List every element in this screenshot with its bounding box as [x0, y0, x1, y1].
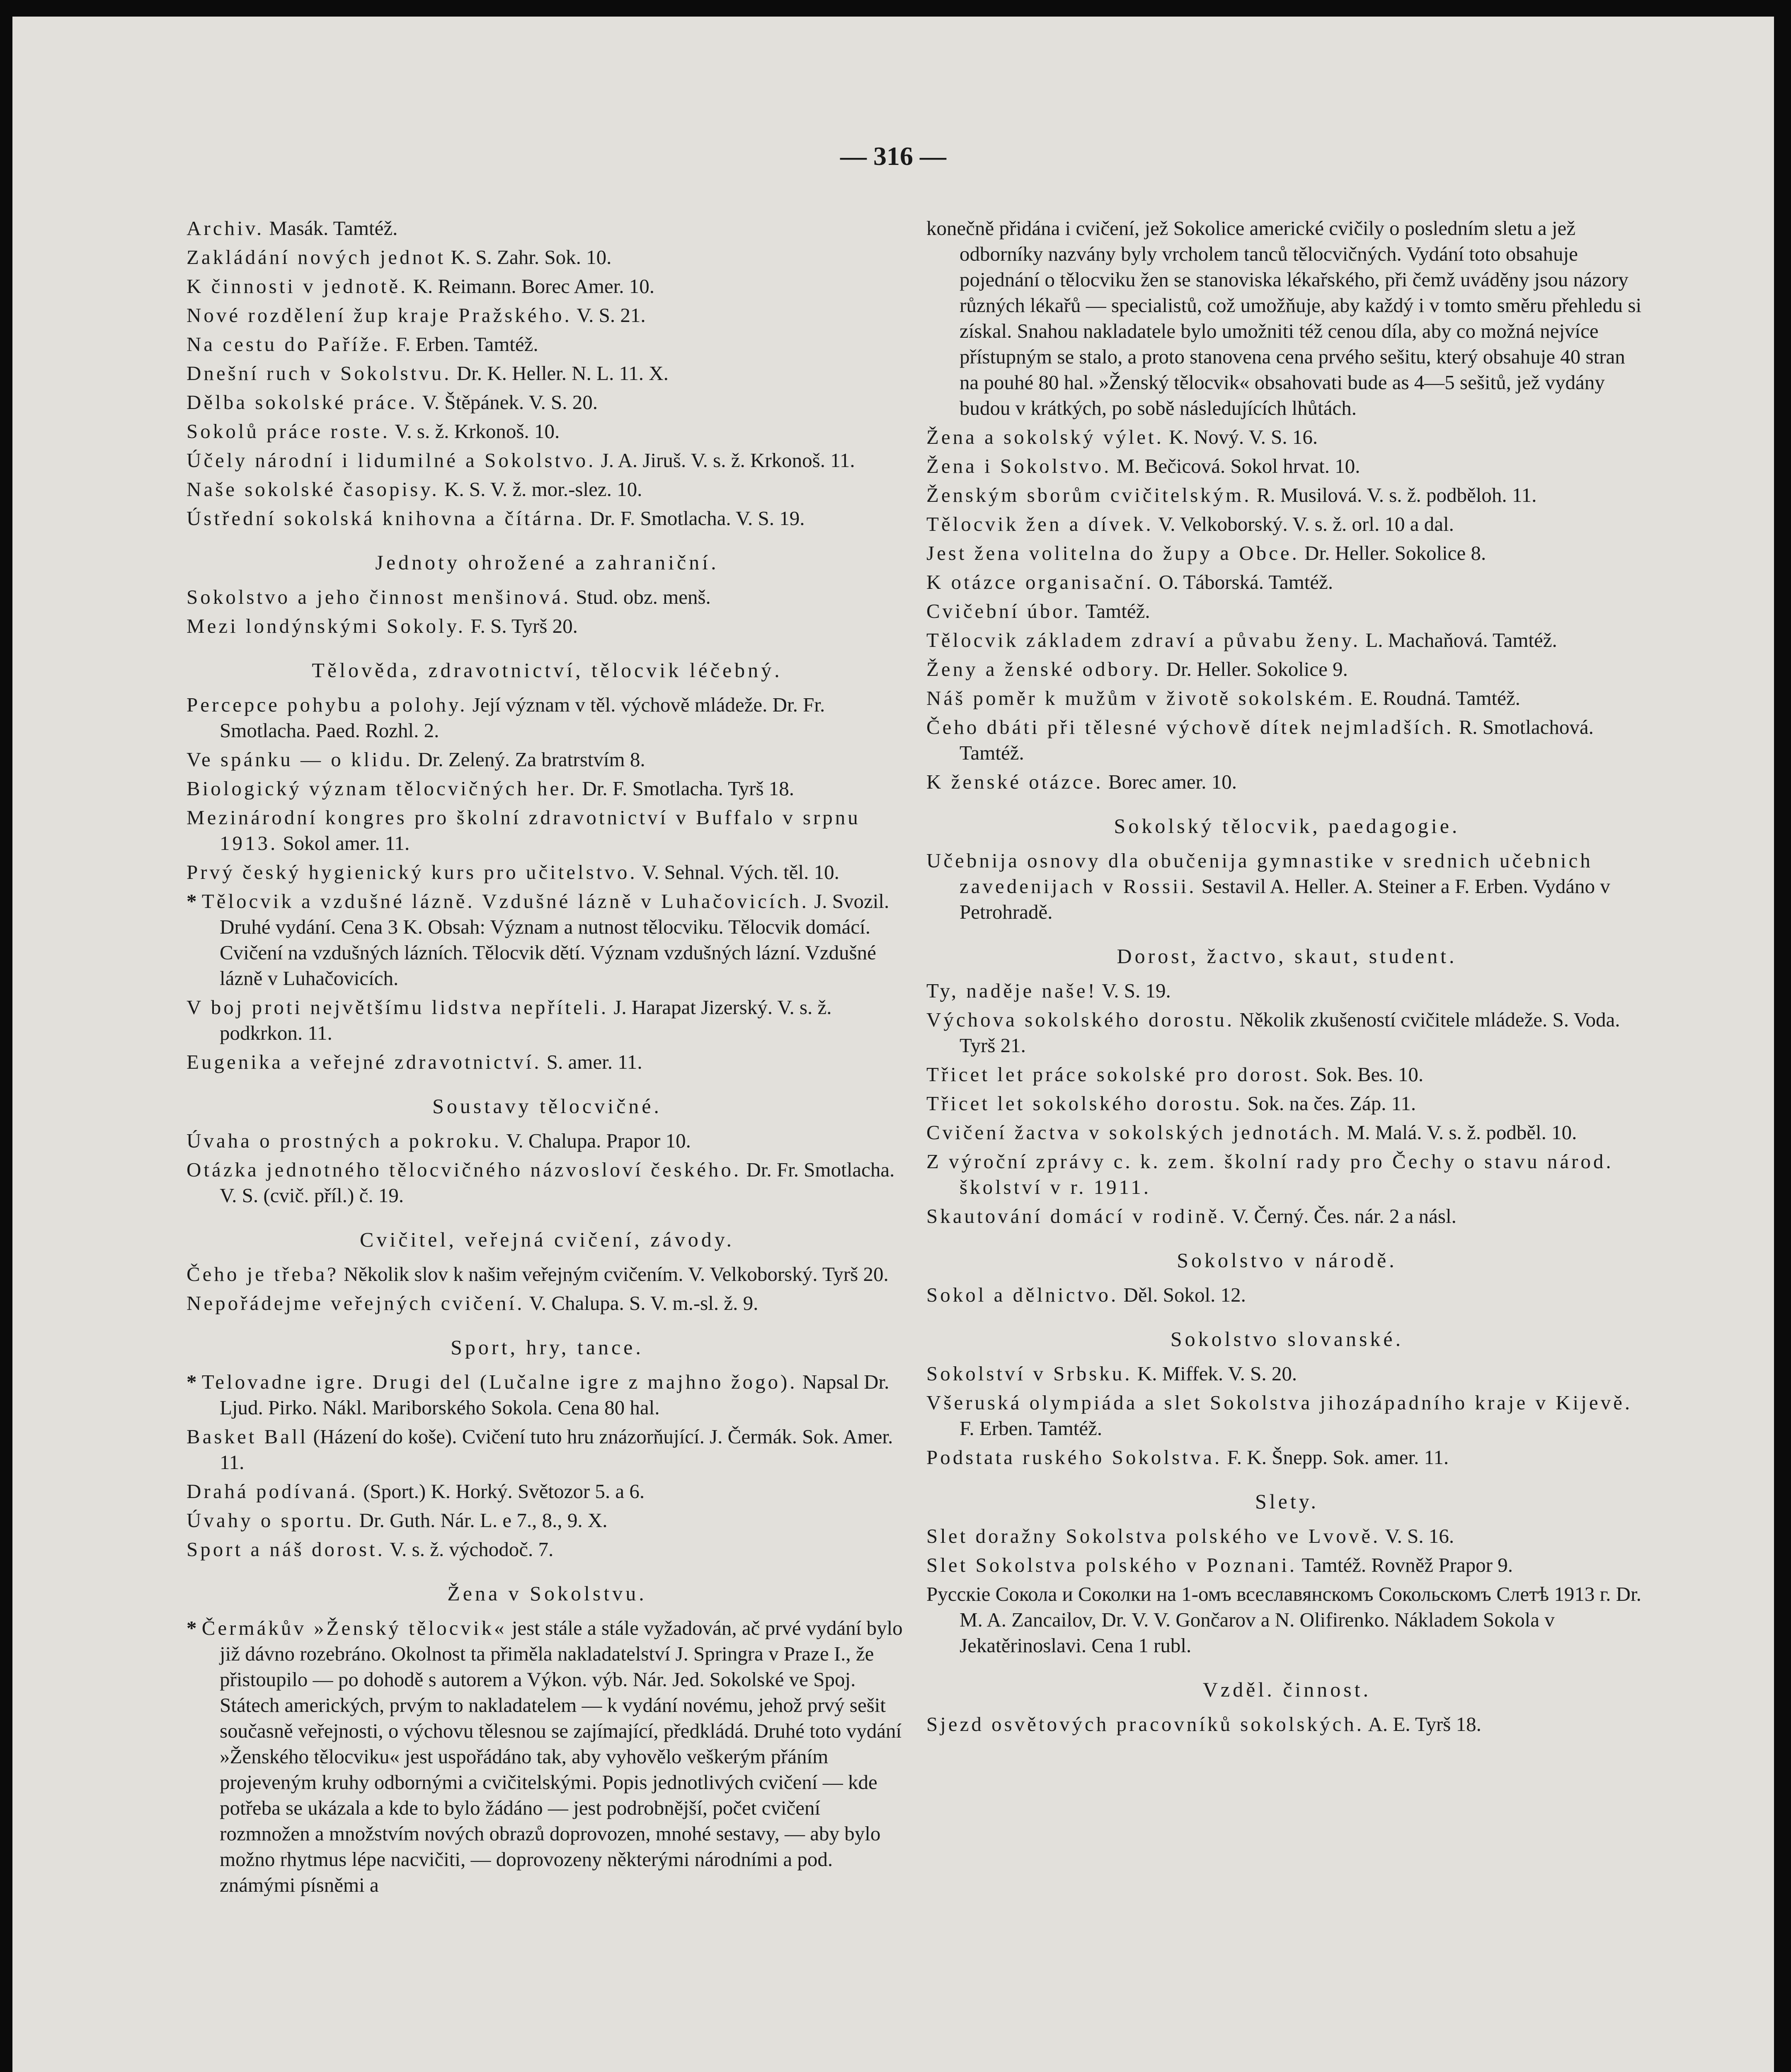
entry-source: konečně přidána i cvičení, jež Sokolice americké cvičily o posledním sletu a jež odborníky nazvány byly vrcholem tanců tělocvičných. Vydání toto obsahuje pojednání o tělocviku žen se stanoviska lékařského, při čemž uváděny jsou názory různých lékařů — specialistů, což umožňuje, aby každý i v tomto směru přehledu si získal. Snahou nakladatele bylo umožniti též cenou díla, aby co možná nejvíce přístupným se stalo, a proto stanovena cena prvého sešitu, který obsahuje 40 stran na pouhé 80 hal. »Ženský tělocvik« obsahovati bude as 4—5 sešitů, jež vydány budou v krátkých, po sobě následujících lhůtách.	[926, 217, 1642, 419]
entry-title: Žena i Sokolstvo.	[926, 455, 1112, 477]
entry-source: Русскіе Сокола и Соколки на 1-омъ всеславянскомъ Сокольскомъ Слетѣ 1913 г. Dr. M. A. Zancailov, Dr. V. V. Gončarov a N. Olifirenko. Nákladem Sokola v Jekatěrinoslavi. Cena 1 rubl.	[926, 1583, 1641, 1657]
entry-title: Biologický význam tělocvičných her.	[187, 777, 577, 800]
entry-title: Drahá podívaná.	[187, 1480, 358, 1503]
entry-title: Naše sokolské časopisy.	[187, 478, 439, 501]
entry-title: Otázka jednotného tělocvičného názvosloví českého.	[187, 1158, 742, 1181]
entry-source: V. Chalupa. S. V. m.-sl. ž. 9.	[524, 1292, 759, 1314]
section-heading: Žena v Sokolstvu.	[447, 1582, 647, 1605]
bibliography-entry	[926, 453, 1648, 479]
entry-source: V. s. ž. Krkonoš. 10.	[390, 420, 560, 443]
bibliography-entry	[187, 995, 908, 1046]
bibliography-entry	[187, 1615, 908, 1898]
section-heading: Sport, hry, tance.	[451, 1336, 644, 1359]
bibliography-entry	[926, 1361, 1648, 1387]
entry-title: Výchova sokolského dorostu.	[926, 1008, 1235, 1031]
entry-title: K ženské otázce.	[926, 770, 1103, 793]
entry-title: Tělocvik a vzdušné lázně. Vzdušné lázně v Luhačovicích.	[201, 890, 809, 913]
right-column	[926, 215, 1648, 1740]
bibliography-entry	[187, 1369, 908, 1421]
entry-source: Borec amer. 10.	[1103, 770, 1237, 793]
bibliography-entry	[187, 859, 908, 885]
bibliography-entry	[187, 477, 908, 502]
entry-source: L. Machaňová. Tamtéž.	[1360, 629, 1557, 651]
entry-source: jest stále a stále vyžadován, ač prvé vydání bylo již dávno rozebráno. Okolnost ta přiměla nakladatelství J. Springra v Praze I., že přistoupilo — po dohodě s autorem a Výkon. výb. Nár. Jed. Sokolské ve Spoj. Státech amerických, prvým to nakladatelem — k vydání novému, jehož prvý sešit současně veřejnosti, o výchovu tělesnou se zajímající, předkládá. Druhé toto vydání »Ženského tělocviku« jest uspořádáno tak, aby vyhovělo veškerým přáním projeveným kruhy odbornými a cvičitelskými. Popis jednotlivých cvičení — kde potřeba se ukázala a kde to bylo žádáno — jest podrobnější, počet cvičení rozmnožen a množstvím nových obrazů doprovozen, mnohé sestavy, — aby bylo možno rhytmus lépe nacvičiti, — doprovozeny některými národními a pod. známými písněmi a	[220, 1617, 903, 1896]
entry-title: Z výroční zprávy c. k. zem. školní rady pro Čechy o stavu národ. školství v r. 1911.	[926, 1150, 1614, 1198]
entry-title: Eugenika a veřejné zdravotnictví.	[187, 1051, 542, 1073]
bibliography-entry	[187, 584, 908, 610]
bibliography-entry	[926, 1203, 1648, 1229]
section-heading: Jednoty ohrožené a zahraniční.	[375, 551, 719, 574]
entry-source: Dr. K. Heller. N. L. 11. X.	[451, 362, 669, 385]
entry-title: Jest žena volitelna do župy a Obce.	[926, 542, 1299, 564]
bibliography-entry	[926, 1149, 1648, 1200]
entry-source: A. E. Tyrš 18.	[1364, 1713, 1481, 1736]
page-number: — 316 —	[840, 141, 946, 171]
entry-title: Sport a náš dorost.	[187, 1538, 385, 1561]
bibliography-entry	[926, 1062, 1648, 1087]
bibliography-entry	[187, 390, 908, 415]
bibliography-entry	[187, 1479, 908, 1504]
bibliography-entry	[926, 685, 1648, 711]
bibliography-entry	[187, 776, 908, 801]
entry-title: Ve spánku — o klidu.	[187, 748, 413, 771]
bibliography-entry	[187, 448, 908, 473]
entry-source: V. Velkoborský. V. s. ž. orl. 10 a dal.	[1153, 513, 1454, 535]
entry-title: V boj proti největšímu lidstva nepříteli.	[187, 996, 609, 1019]
entry-source: Sokol amer. 11.	[278, 832, 410, 854]
entry-source: F. Erben. Tamtéž.	[390, 333, 538, 356]
entry-title: Tělocvik základem zdraví a půvabu ženy.	[926, 629, 1361, 651]
entry-title: Třicet let práce sokolské pro dorost.	[926, 1063, 1311, 1086]
entry-title: Čeho je třeba?	[187, 1263, 339, 1285]
entry-title: Cvičení žactva v sokolských jednotách.	[926, 1121, 1342, 1144]
bibliography-entry	[187, 1290, 908, 1316]
entry-source: V. S. 21.	[572, 304, 646, 327]
entry-title: Archiv.	[187, 217, 264, 240]
entry-title: Zakládání nových jednot	[187, 246, 446, 269]
entry-source: V. Sehnal. Vých. těl. 10.	[637, 861, 839, 884]
entry-source: Dr. F. Smotlacha. Tyrš 18.	[577, 777, 795, 800]
bibliography-entry	[187, 1508, 908, 1533]
bibliography-entry	[926, 1091, 1648, 1116]
bibliography-entry	[926, 424, 1648, 450]
bibliography-entry	[926, 511, 1648, 537]
bibliography-entry	[187, 361, 908, 386]
section-heading: Sokolský tělocvik, paedagogie.	[1114, 814, 1460, 838]
bibliography-entry	[187, 747, 908, 772]
entry-title: Podstata ruského Sokolstva.	[926, 1446, 1222, 1469]
entry-source: F. S. Tyrš 20.	[465, 615, 578, 637]
entry-source: E. Roudná. Tamtéž.	[1355, 687, 1520, 709]
entry-title: Nepořádejme veřejných cvičení.	[187, 1292, 525, 1314]
bibliography-entry	[926, 1552, 1648, 1578]
entry-source: F. Erben. Tamtéž.	[960, 1417, 1103, 1440]
entry-source: Napsal Dr. Ljud. Pirko. Nákl. Mariborského Sokola. Cena 80 hal.	[220, 1370, 889, 1419]
entry-title: Náš poměr k mužům v životě sokolském.	[926, 687, 1355, 709]
entry-source: V. S. 16.	[1380, 1525, 1454, 1547]
bibliography-entry	[926, 1445, 1648, 1470]
entry-source: F. K. Šnepp. Sok. amer. 11.	[1222, 1446, 1449, 1469]
entry-title: Třicet let sokolského dorostu.	[926, 1092, 1243, 1115]
document-page	[12, 17, 1774, 2072]
bibliography-entry	[926, 769, 1648, 795]
entry-title: Čeho dbáti při tělesné výchově dítek nejmladších.	[926, 716, 1454, 738]
bibliography-entry	[187, 215, 908, 241]
entry-source: Dr. F. Smotlacha. V. S. 19.	[584, 507, 805, 530]
bibliography-entry	[187, 1424, 908, 1475]
bibliography-entry	[926, 1523, 1648, 1549]
entry-title: Účely národní i lidumilné a Sokolstvo.	[187, 449, 596, 472]
section-heading: Slety.	[1255, 1490, 1319, 1513]
section-heading: Tělověda, zdravotnictví, tělocvik léčebný.	[312, 658, 783, 682]
entry-title: K otázce organisační.	[926, 571, 1154, 593]
entry-source: V. Štěpánek. V. S. 20.	[417, 391, 598, 414]
entry-source: Několik slov k našim veřejným cvičením. V. Velkoborský. Tyrš 20.	[338, 1263, 889, 1285]
entry-source: K. S. Zahr. Sok. 10.	[446, 246, 612, 269]
entry-source: Děl. Sokol. 12.	[1118, 1283, 1246, 1306]
bibliography-entry	[926, 569, 1648, 595]
bibliography-entry	[926, 656, 1648, 682]
entry-title: Sokolstvo a jeho činnost menšinová.	[187, 586, 571, 608]
entry-source: Sok. na čes. Záp. 11.	[1242, 1092, 1416, 1115]
entry-source: V. S. 19.	[1097, 979, 1171, 1002]
left-column	[187, 215, 908, 1901]
bibliography-entry	[187, 1261, 908, 1287]
entry-source: M. Bečicová. Sokol hrvat. 10.	[1111, 455, 1360, 477]
entry-title: K činnosti v jednotě.	[187, 275, 408, 298]
bibliography-entry	[187, 332, 908, 357]
bibliography-entry	[926, 1120, 1648, 1145]
entry-source: J. Harapat Jizerský. V. s. ž. podkrkon. 11.	[220, 996, 832, 1044]
bibliography-entry	[187, 244, 908, 270]
entry-source: K. Nový. V. S. 16.	[1163, 426, 1318, 448]
entry-source: S. amer. 11.	[541, 1051, 642, 1073]
entry-source: Stud. obz. menš.	[571, 586, 711, 608]
bibliography-entry	[187, 1157, 908, 1208]
bibliography-entry	[926, 627, 1648, 653]
entry-title: Slet Sokolstva polského v Poznani.	[926, 1554, 1297, 1576]
entry-source: (Házení do koše). Cvičení tuto hru znázorňující. J. Čermák. Sok. Amer. 11.	[220, 1425, 893, 1474]
entry-title: Ty, naděje naše!	[926, 979, 1097, 1002]
entry-title: Ženským sborům cvičitelským.	[926, 484, 1252, 506]
bibliography-entry	[926, 598, 1648, 624]
section-heading: Dorost, žactvo, skaut, student.	[1117, 944, 1457, 968]
entry-title: Všeruská olympiáda a slet Sokolstva jihozápadního kraje v Kijevě.	[926, 1391, 1633, 1414]
entry-title: Slet doražny Sokolstva polského ve Lvově.	[926, 1525, 1381, 1547]
entry-title: Úvaha o prostných a pokroku.	[187, 1129, 502, 1152]
entry-title: Ústřední sokolská knihovna a čítárna.	[187, 507, 585, 530]
entry-source: Dr. Heller. Sokolice 9.	[1161, 658, 1348, 680]
entry-title: Nové rozdělení žup kraje Pražského.	[187, 304, 572, 327]
section-heading: Sokolstvo v národě.	[1177, 1249, 1397, 1272]
entry-source: (Sport.) K. Horký. Světozor 5. a 6.	[358, 1480, 645, 1503]
entry-source: Několik zkušeností cvičitele mládeže. S. Voda. Tyrš 21.	[960, 1008, 1620, 1057]
section-heading: Soustavy tělocvičné.	[432, 1094, 662, 1118]
entry-source: V. Chalupa. Prapor 10.	[501, 1129, 691, 1152]
entry-title: Čermákův »Ženský tělocvik«	[201, 1617, 507, 1639]
entry-source: O. Táborská. Tamtéž.	[1154, 571, 1333, 593]
bibliography-entry	[187, 1537, 908, 1562]
entry-title: Percepce pohybu a polohy.	[187, 693, 468, 716]
bibliography-entry	[926, 540, 1648, 566]
entry-title: Učebnija osnovy dla obučenija gymnastike v srednich učebnich zavedenijach v Rossii.	[926, 849, 1593, 898]
bibliography-entry	[187, 613, 908, 639]
entry-source: Tamtéž.	[1081, 600, 1150, 622]
entry-title: Dělba sokolské práce.	[187, 391, 418, 414]
entry-source: Dr. Zelený. Za bratrstvím 8.	[413, 748, 645, 771]
bibliography-entry	[187, 888, 908, 991]
entry-title: Na cestu do Paříže.	[187, 333, 391, 356]
entry-source: K. Reimann. Borec Amer. 10.	[408, 275, 654, 298]
bibliography-entry	[926, 714, 1648, 766]
continued-text	[926, 215, 1648, 421]
entry-source: K. S. V. ž. mor.-slez. 10.	[439, 478, 642, 501]
entry-title: Tělocvik žen a dívek.	[926, 513, 1154, 535]
bibliography-entry	[926, 1711, 1648, 1737]
bibliography-entry	[187, 274, 908, 299]
section-heading: Vzděl. činnost.	[1202, 1678, 1372, 1701]
entry-title: Sokol a dělnictvo.	[926, 1283, 1119, 1306]
entry-source: Masák. Tamtéž.	[264, 217, 398, 240]
bibliography-entry	[926, 482, 1648, 508]
entry-title: Sjezd osvětových pracovníků sokolských.	[926, 1713, 1364, 1736]
entry-title: Skautování domácí v rodině.	[926, 1205, 1227, 1227]
entry-source: Dr. Guth. Nár. L. e 7., 8., 9. X.	[354, 1509, 608, 1532]
entry-source: Sestavil A. Heller. A. Steiner a F. Erben. Vydáno v Petrohradě.	[960, 875, 1610, 923]
entry-title: Ženy a ženské odbory.	[926, 658, 1161, 680]
entry-source: J. A. Jiruš. V. s. ž. Krkonoš. 11.	[596, 449, 855, 472]
entry-source: Dr. Fr. Smotlacha. V. S. (cvič. příl.) č. 19.	[220, 1158, 895, 1207]
bibliography-entry	[926, 1007, 1648, 1058]
bibliography-entry	[187, 692, 908, 743]
bibliography-entry	[187, 419, 908, 444]
entry-source: Sok. Bes. 10.	[1310, 1063, 1424, 1086]
entry-title: Mezi londýnskými Sokoly.	[187, 615, 466, 637]
bibliography-entry	[926, 1581, 1648, 1658]
bibliography-entry	[926, 1282, 1648, 1308]
bibliography-entry	[187, 1128, 908, 1154]
entry-source: J. Svozil. Druhé vydání. Cena 3 K. Obsah: Význam a nutnost tělocviku. Tělocvik domácí. Cvičení na vzdušných lázních. Tělocvik dětí. Význam vzdušných lázní. Vzdušné lázně v Luhačovicích.	[220, 890, 889, 990]
bibliography-entry	[187, 805, 908, 856]
entry-title: Žena a sokolský výlet.	[926, 426, 1164, 448]
entry-title: Sokolů práce roste.	[187, 420, 390, 443]
entry-source: V. Černý. Čes. nár. 2 a násl.	[1227, 1205, 1457, 1227]
entry-title: Mezinárodní kongres pro školní zdravotnictví v Buffalo v srpnu 1913.	[187, 806, 860, 854]
entry-source: R. Smotlachová. Tamtéž.	[960, 716, 1594, 764]
entry-title: Telovadne igre. Drugi del (Lučalne igre z majhno žogo).	[201, 1370, 797, 1393]
entry-title: Dnešní ruch v Sokolstvu.	[187, 362, 452, 385]
entry-source: Tamtéž. Rovněž Prapor 9.	[1297, 1554, 1513, 1576]
entry-title: Prvý český hygienický kurs pro učitelstvo.	[187, 861, 637, 884]
entry-title: Cvičební úbor.	[926, 600, 1081, 622]
bibliography-entry	[187, 1049, 908, 1075]
entry-title: Úvahy o sportu.	[187, 1509, 354, 1532]
entry-source: Její význam v těl. výchově mládeže. Dr. Fr. Smotlacha. Paed. Rozhl. 2.	[220, 693, 825, 742]
entry-source: R. Musilová. V. s. ž. podběloh. 11.	[1251, 484, 1537, 506]
entry-title: Basket Ball	[187, 1425, 308, 1448]
bibliography-entry	[926, 978, 1648, 1004]
bibliography-entry	[926, 1390, 1648, 1441]
entry-source: K. Miffek. V. S. 20.	[1132, 1362, 1297, 1385]
entry-source: V. s. ž. východoč. 7.	[385, 1538, 554, 1561]
section-heading: Cvičitel, veřejná cvičení, závody.	[360, 1228, 734, 1251]
entry-source: M. Malá. V. s. ž. podběl. 10.	[1342, 1121, 1577, 1144]
bibliography-entry	[926, 848, 1648, 925]
bibliography-entry	[187, 506, 908, 531]
entry-source: Dr. Heller. Sokolice 8.	[1299, 542, 1486, 564]
section-heading: Sokolstvo slovanské.	[1170, 1327, 1404, 1351]
entry-title: Sokolství v Srbsku.	[926, 1362, 1132, 1385]
bibliography-entry	[187, 303, 908, 328]
